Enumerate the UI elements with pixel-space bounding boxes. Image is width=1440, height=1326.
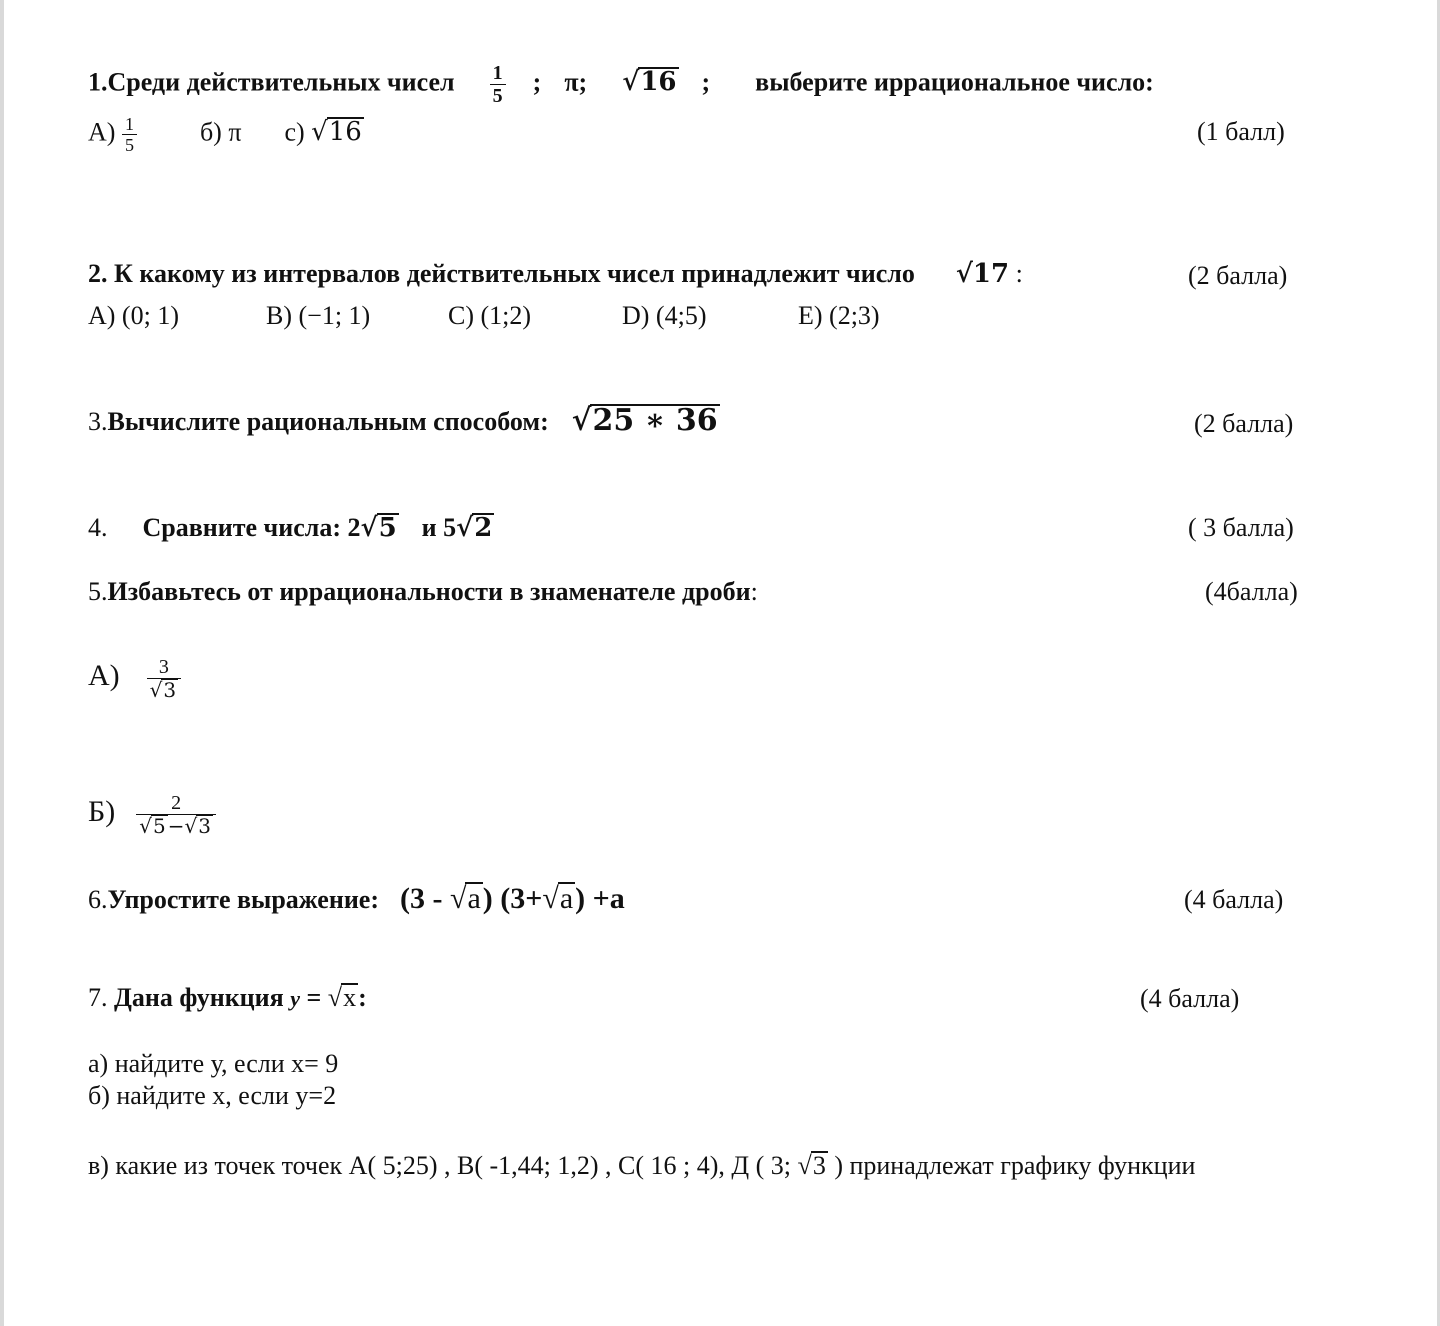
q2-option-a: А) (0; 1) (88, 301, 179, 330)
q1-prefix: 1.Среди действительных чисел (88, 67, 455, 97)
q5-part-a-fraction: $\frac{3}{√3}$ (147, 656, 181, 701)
q3-points: (2 балла) (1194, 409, 1294, 438)
q5-part-a: А) $\frac{3}{√3}$ (88, 646, 181, 706)
q4-text: Сравните числа: 2 (142, 513, 361, 542)
q7-sqrt-x: √x (327, 983, 357, 1012)
q2-text: 2. К какому из интервалов действительных чисел принадлежит число (88, 259, 915, 288)
q5-part-b-fraction: $\frac{2}{√5 -√3}$ (136, 792, 216, 837)
q6-expression: (3 - √a) (3+√a) +a (400, 882, 625, 915)
q1-points: (1 балл) (1197, 117, 1285, 146)
q1-option-c-label: с) (284, 117, 305, 147)
q2-option-e: Е) (2;3) (798, 301, 880, 330)
q2-option-c: С) (1;2) (448, 301, 532, 330)
q2-points: (2 балла) (1188, 261, 1288, 290)
q2-option-d: D) (4;5) (622, 301, 707, 330)
q5-part-b: Б) $\frac{2}{√5 -√3}$ (88, 782, 216, 842)
q7-part-c: в) какие из точек точек А( 5;25) , В( -1,44; 1,2) , С( 16 ; 4), Д ( 3; √3 ) принадлежат графику функции (88, 1151, 1196, 1180)
q1-option-c-sqrt: √16 (311, 117, 362, 148)
q7-statement: 7. Дана функция y = √x: (88, 983, 367, 1012)
q7-part-a: а) найдите у, если х= 9 (88, 1049, 339, 1078)
q3-text: Вычислите рациональным способом: (107, 407, 549, 436)
q1-options (88, 114, 364, 155)
q7-part-b: б) найдите х, если у=2 (88, 1081, 337, 1110)
q5-text: Избавьтесь от иррациональности в знаменателе дроби (107, 577, 751, 606)
q1-statement: 1.Среди действительных чисел $\frac{1}{5}$ ; π; √16 ; выберите иррациональное число: (88, 62, 1154, 107)
q3-expression: √25 ∗ 36 (571, 403, 718, 438)
q2-option-b: В) (−1; 1) (266, 301, 371, 330)
q2-sqrt: √17 (955, 259, 1010, 289)
q3-statement: 3.Вычислите рациональным способом: √25 ∗ 36 (88, 403, 718, 438)
q1-option-a-fraction: $\frac{1}{5}$ (122, 114, 137, 155)
q7-points: (4 балла) (1140, 984, 1240, 1013)
q7-text: Дана функция (114, 983, 284, 1012)
q5-points: (4балла) (1205, 577, 1298, 606)
q7-sqrt-3: √3 (797, 1151, 826, 1180)
q4-sqrt-2: √2 (456, 513, 493, 543)
q2-statement: 2. К какому из интервалов действительных чисел принадлежит число √17 : (88, 259, 1023, 289)
q1-option-a-label: А) (88, 117, 116, 147)
q1-instruction: выберите иррациональное число: (755, 67, 1154, 97)
q6-text: Упростите выражение: (107, 885, 380, 914)
page-frame-left (0, 0, 4, 1326)
q1-fraction: $\frac{1}{5}$ (490, 62, 506, 107)
q1-sqrt: √16 (622, 67, 677, 98)
q6-points: (4 балла) (1184, 885, 1284, 914)
q4-points: ( 3 балла) (1188, 513, 1294, 542)
q1-pi: π; (564, 67, 588, 97)
q5-statement: 5.Избавьтесь от иррациональности в знаменателе дроби: (88, 577, 758, 606)
q4-sqrt-5: √5 (360, 513, 397, 543)
q6-statement: 6.Упростите выражение: (3 - √a) (3+√a) +a (88, 882, 625, 915)
q1-option-b: б) π (199, 117, 242, 147)
q4-statement: 4. Сравните числа: 2√5 и 5√2 (88, 513, 493, 543)
